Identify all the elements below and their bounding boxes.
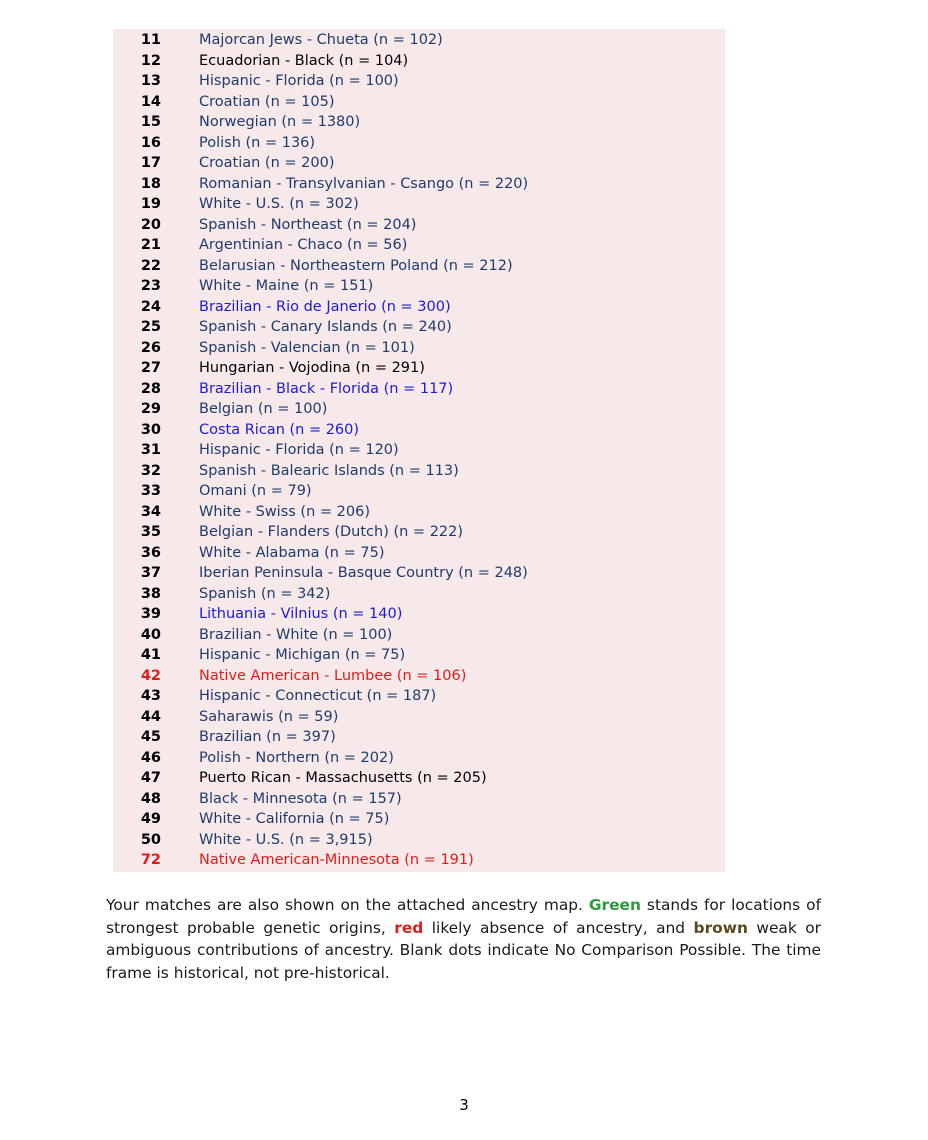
population-label: Spanish - Canary Islands (n = 240) [199, 319, 452, 335]
table-row [113, 235, 725, 256]
population-label: Croatian (n = 105) [199, 93, 335, 110]
population-label: Hungarian - Vojodina (n = 291) [199, 360, 425, 376]
population-label: Brazilian (n = 397) [199, 729, 336, 745]
rank-number: 12 [140, 52, 161, 69]
paragraph-text-2: stands for locations of strongest probable genetic origins, [106, 896, 821, 937]
rank-number: 28 [140, 380, 161, 397]
table-row [113, 461, 725, 482]
table-row [113, 174, 725, 195]
population-label: Puerto Rican - Massachusetts (n = 205) [199, 770, 487, 786]
rank-number: 21 [140, 237, 161, 253]
population-label: Black - Minnesota (n = 157) [199, 790, 402, 807]
population-label: White - Swiss (n = 206) [199, 503, 370, 520]
table-row [113, 297, 725, 318]
rank-number: 49 [140, 811, 161, 827]
table-row [113, 420, 725, 441]
rank-number: 33 [140, 483, 161, 499]
rank-number: 18 [140, 175, 161, 192]
table-row [113, 502, 725, 523]
table-row [113, 440, 725, 461]
table-row [113, 727, 725, 748]
rank-number: 22 [140, 257, 161, 274]
population-label: Costa Rican (n = 260) [199, 421, 360, 438]
population-label: Spanish (n = 342) [199, 585, 331, 602]
population-label: Croatian (n = 200) [199, 155, 335, 171]
table-row [113, 584, 725, 605]
table-row [113, 686, 725, 707]
table-row [113, 71, 725, 92]
rank-number: 34 [140, 503, 161, 520]
table-row [113, 92, 725, 113]
table-row [113, 789, 725, 810]
population-label: Omani (n = 79) [199, 483, 312, 499]
population-label: Polish (n = 136) [199, 134, 316, 151]
rank-number: 26 [140, 339, 161, 356]
table-row [113, 256, 725, 277]
rank-number: 37 [140, 565, 161, 581]
table-row [113, 625, 725, 646]
rank-number: 14 [140, 93, 161, 110]
rank-number: 47 [140, 770, 161, 786]
population-label: Argentinian - Chaco (n = 56) [199, 237, 408, 253]
population-label: Hispanic - Connecticut (n = 187) [199, 688, 437, 704]
rank-number: 44 [140, 708, 161, 725]
population-label: Norwegian (n = 1380) [199, 114, 361, 130]
population-label: Ecuadorian - Black (n = 104) [199, 52, 409, 69]
population-label: Brazilian - White (n = 100) [199, 626, 393, 643]
rank-number: 29 [140, 401, 161, 417]
brown-keyword: brown [693, 918, 748, 937]
rank-number: 45 [140, 729, 161, 745]
table-row [113, 399, 725, 420]
population-label: Lithuania - Vilnius (n = 140) [199, 606, 403, 622]
rank-number: 42 [140, 667, 161, 684]
table-row [113, 748, 725, 769]
ancestry-map-paragraph [106, 894, 821, 984]
rank-number: 48 [140, 790, 161, 807]
population-label: Belgian - Flanders (Dutch) (n = 222) [199, 524, 464, 540]
table-row [113, 768, 725, 789]
rank-number: 19 [140, 196, 161, 212]
table-row [113, 112, 725, 133]
table-row [113, 358, 725, 379]
population-label: Native American - Lumbee (n = 106) [199, 667, 467, 684]
population-label: Brazilian - Black - Florida (n = 117) [199, 380, 454, 397]
table-row [113, 133, 725, 154]
population-label: Spanish - Balearic Islands (n = 113) [199, 462, 459, 479]
rank-number: 24 [140, 298, 161, 315]
table-row [113, 51, 725, 72]
rank-number: 40 [140, 626, 161, 643]
table-row [113, 666, 725, 687]
table-row [113, 30, 725, 51]
rank-number: 39 [140, 606, 161, 622]
rank-number: 16 [140, 134, 161, 151]
rank-number: 13 [140, 73, 161, 89]
population-label: White - California (n = 75) [199, 811, 390, 827]
red-keyword: red [394, 918, 424, 937]
rank-number: 32 [140, 462, 161, 479]
rank-number: 72 [140, 852, 161, 868]
rank-number: 31 [140, 442, 161, 458]
paragraph-text-1: Your matches are also shown on the attached ancestry map. [106, 896, 589, 914]
population-label: Saharawis (n = 59) [199, 708, 339, 725]
population-label: Polish - Northern (n = 202) [199, 749, 394, 766]
population-label: Hispanic - Florida (n = 120) [199, 442, 399, 458]
population-label: Iberian Peninsula - Basque Country (n = 248) [199, 565, 528, 581]
population-label: Native American-Minnesota (n = 191) [199, 852, 474, 868]
table-row [113, 153, 725, 174]
table-row [113, 830, 725, 851]
population-label: Belgian (n = 100) [199, 401, 328, 417]
population-label: Majorcan Jews - Chueta (n = 102) [199, 32, 443, 48]
table-row [113, 543, 725, 564]
table-row [113, 809, 725, 830]
paragraph-text-4: weak or ambiguous contributions of ancestry. Blank dots indicate No Comparison Possible. The time frame is historical, not pre-historical. [106, 918, 821, 982]
rank-number: 43 [140, 688, 161, 704]
population-label: White - Alabama (n = 75) [199, 544, 385, 561]
table-row [113, 481, 725, 502]
table-row [113, 215, 725, 236]
population-label: Hispanic - Florida (n = 100) [199, 73, 399, 89]
rank-number: 27 [140, 360, 161, 376]
population-label: Romanian - Transylvanian - Csango (n = 220) [199, 175, 529, 192]
population-label: Hispanic - Michigan (n = 75) [199, 647, 406, 663]
rank-number: 41 [140, 647, 161, 663]
rank-number: 23 [140, 278, 161, 294]
rank-number: 17 [140, 155, 161, 171]
population-label: Spanish - Valencian (n = 101) [199, 339, 415, 356]
rank-number: 38 [140, 585, 161, 602]
rank-number: 25 [140, 319, 161, 335]
rank-number: 46 [140, 749, 161, 766]
rank-number: 30 [140, 421, 161, 438]
population-label: White - U.S. (n = 3,915) [199, 831, 373, 848]
rank-number: 36 [140, 544, 161, 561]
table-row [113, 604, 725, 625]
rank-number: 35 [140, 524, 161, 540]
table-row [113, 276, 725, 297]
population-label: White - Maine (n = 151) [199, 278, 374, 294]
rank-number: 20 [140, 216, 161, 233]
green-keyword: Green [588, 896, 641, 914]
rank-number: 15 [140, 114, 161, 130]
table-row [113, 707, 725, 728]
table-row [113, 338, 725, 359]
table-row [113, 645, 725, 666]
table-row [113, 522, 725, 543]
population-match-table [113, 29, 725, 872]
rank-number: 50 [140, 831, 161, 848]
population-label: Brazilian - Rio de Janerio (n = 300) [199, 298, 451, 315]
population-label: Belarusian - Northeastern Poland (n = 212) [199, 257, 513, 274]
population-label: White - U.S. (n = 302) [199, 196, 359, 212]
page-number: 3 [459, 1096, 469, 1114]
table-row [113, 850, 725, 871]
paragraph-text-3: likely absence of ancestry, and [423, 918, 694, 937]
population-label: Spanish - Northeast (n = 204) [199, 216, 417, 233]
table-row [113, 379, 725, 400]
table-row [113, 317, 725, 338]
rank-number: 11 [140, 32, 161, 48]
table-row [113, 194, 725, 215]
table-row [113, 563, 725, 584]
